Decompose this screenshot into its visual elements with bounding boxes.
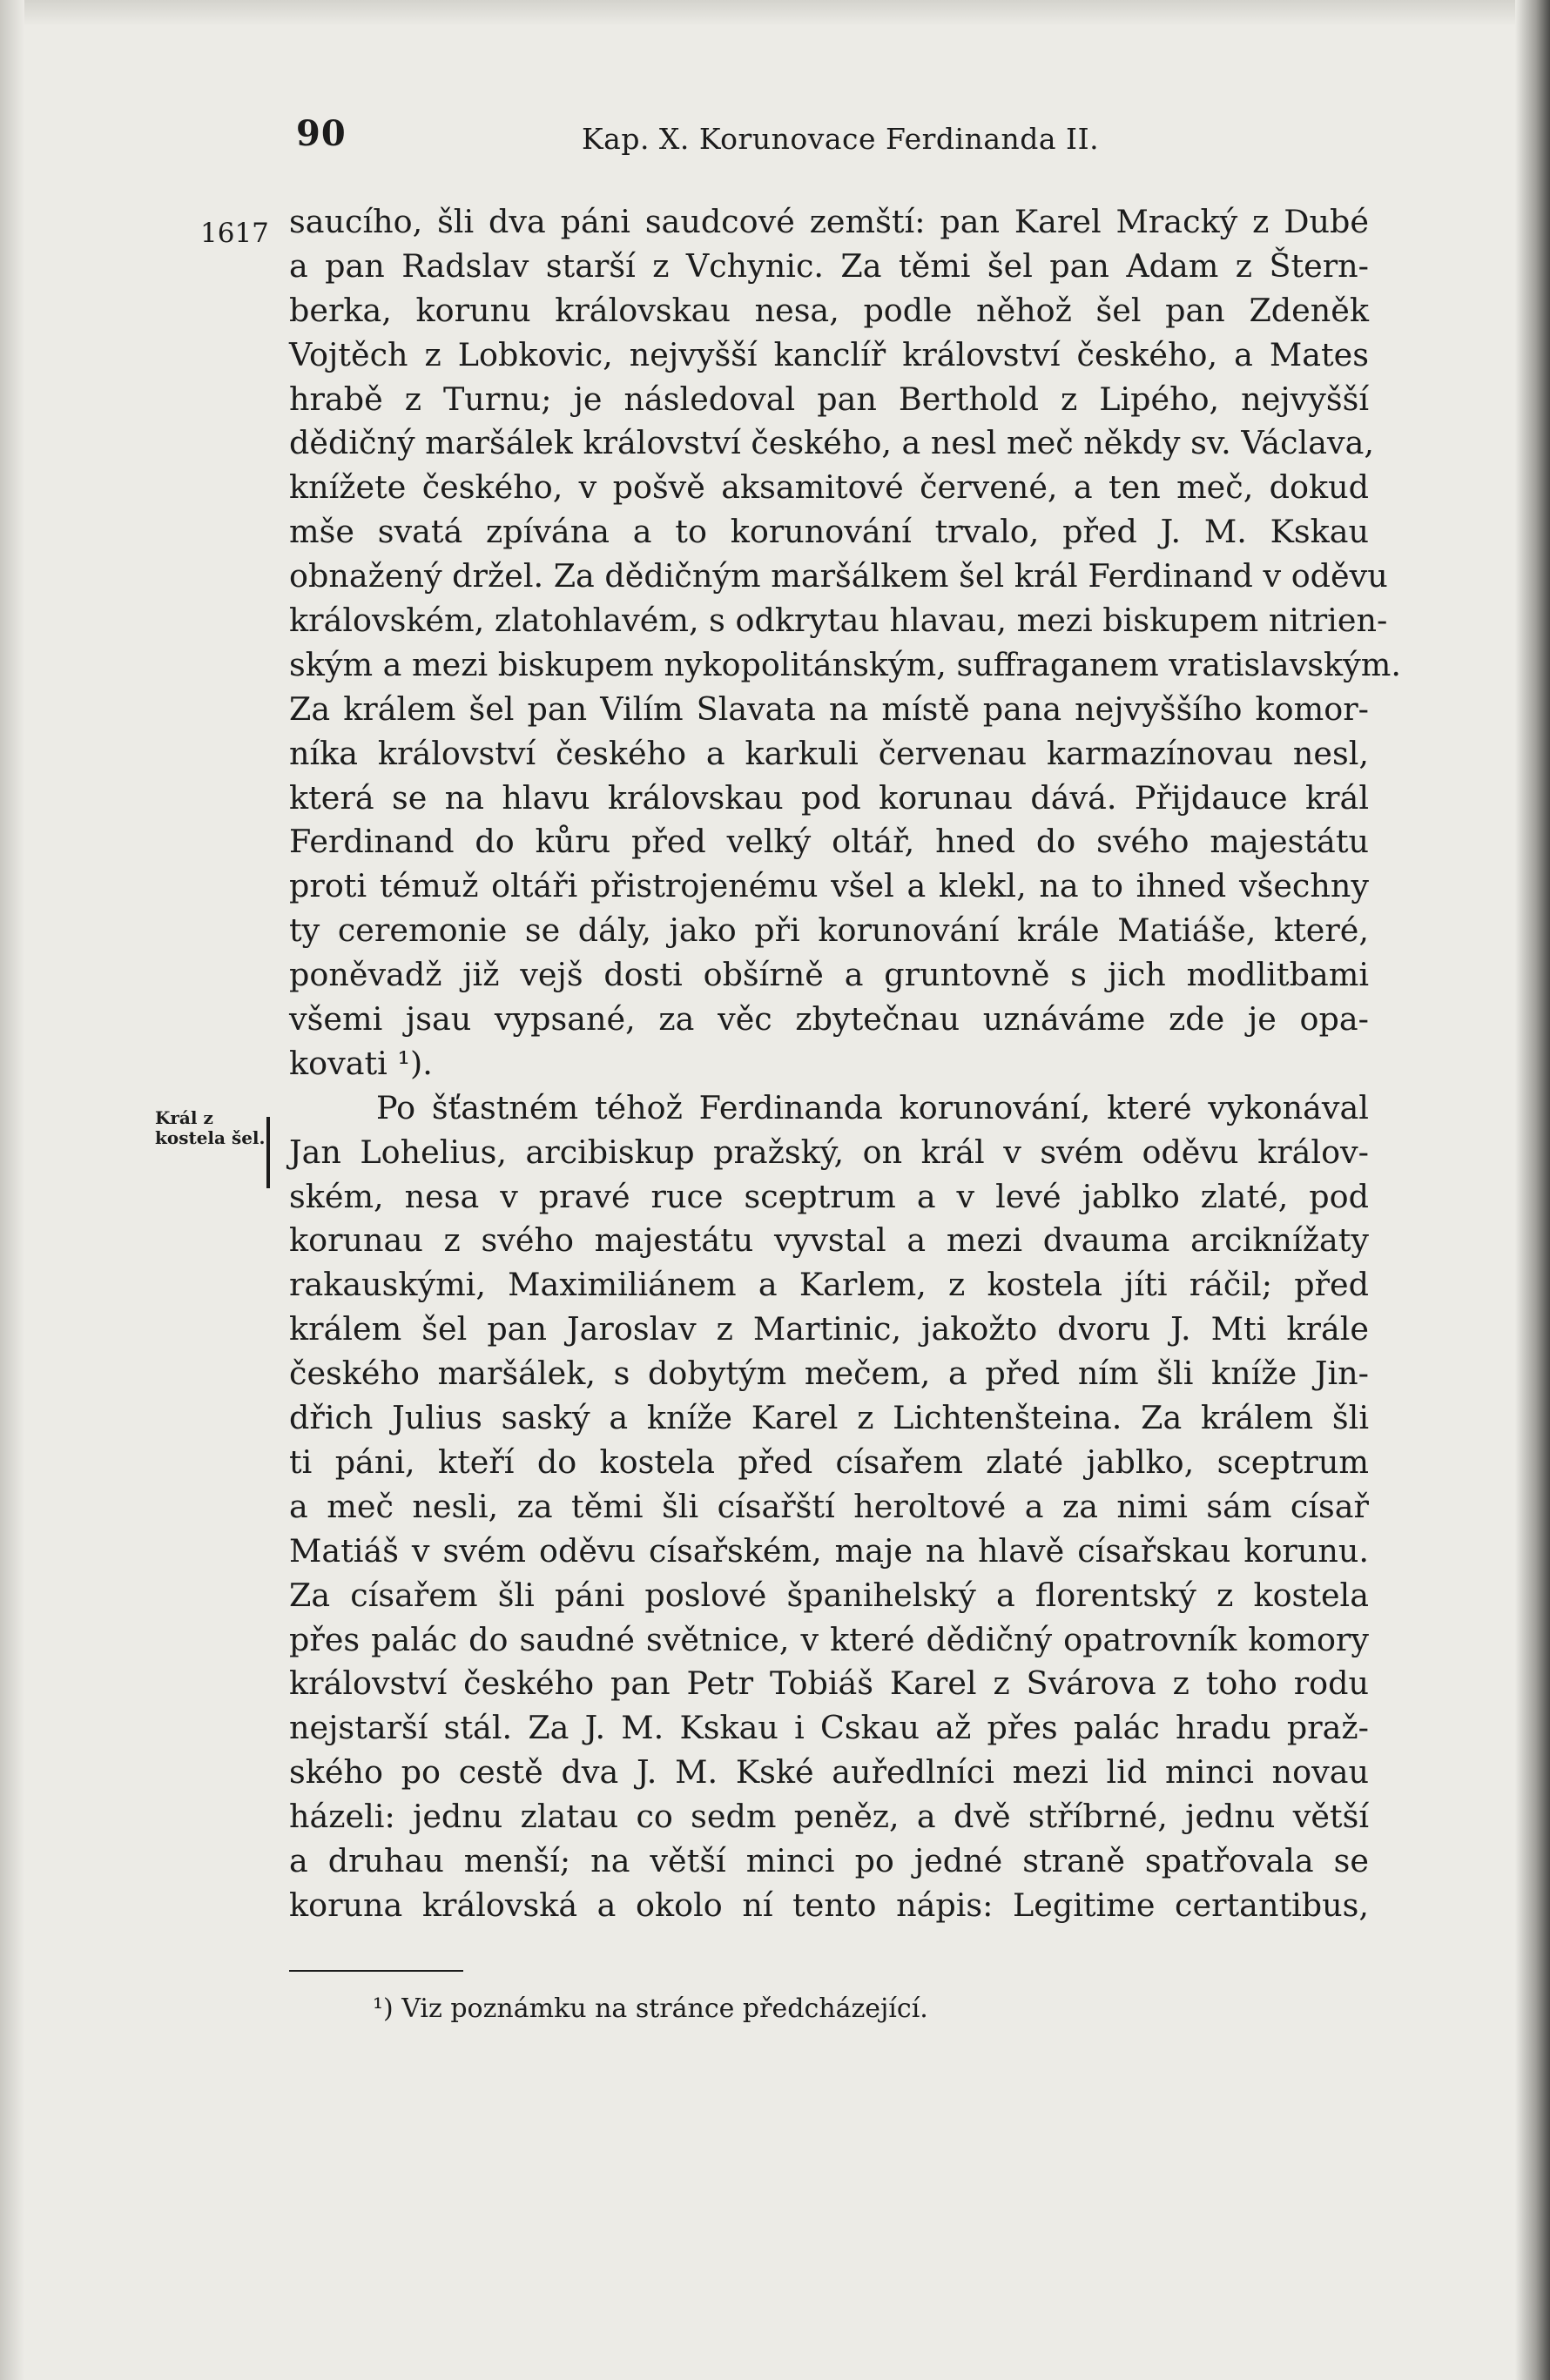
text-line: královském, zlatohlavém, s odkrytau hlavau, mezi biskupem nitrien- <box>289 602 1388 640</box>
scan-edge-left <box>0 0 24 2380</box>
text-line: berka, korunu královskau nesa, podle něhož šel pan Zdeněk <box>289 291 1369 329</box>
margin-side-note: Král z kostela šel. <box>155 1107 266 1148</box>
text-line: proti témuž oltáři přistrojenému všel a klekl, na to ihned všechny <box>289 867 1369 905</box>
text-line: obnažený držel. Za dědičným maršálkem šel král Ferdinand v oděvu <box>289 557 1388 595</box>
text-line: házeli: jednu zlatau co sedm peněz, a dvě stříbrné, jednu větší <box>289 1798 1369 1836</box>
margin-year: 1617 <box>200 218 269 249</box>
text-line: a meč nesli, za těmi šli císařští heroltové a za nimi sám císař <box>289 1487 1369 1525</box>
page-number: 90 <box>296 113 347 154</box>
text-line: Ferdinand do kůru před velký oltář, hned do svého majestátu <box>289 823 1369 861</box>
text-line: Po šťastném téhož Ferdinanda korunování, které vykonával <box>376 1088 1369 1126</box>
text-line: kovati ¹). <box>289 1044 433 1082</box>
text-line: ty ceremonie se dály, jako při korunování krále Matiáše, které, <box>289 911 1369 950</box>
text-line: a pan Radslav starší z Vchynic. Za těmi šel pan Adam z Štern- <box>289 246 1369 285</box>
text-line: králem šel pan Jaroslav z Martinic, jakožto dvoru J. Mti krále <box>289 1310 1369 1348</box>
text-line: níka království českého a karkuli červenau karmazínovau nesl, <box>289 734 1369 772</box>
scan-edge-top <box>0 0 1550 26</box>
text-line: korunau z svého majestátu vyvstal a mezi dvauma arciknížaty <box>289 1221 1369 1260</box>
running-head: Kap. X. Korunovace Ferdinanda II. <box>582 122 1100 156</box>
text-line: Matiáš v svém oděvu císařském, maje na hlavě císařskau korunu. <box>289 1531 1369 1570</box>
text-line: přes palác do saudné světnice, v které dědičný opatrovník komory <box>289 1620 1369 1658</box>
text-line: a druhau menší; na větší minci po jedné straně spatřovala se <box>289 1841 1369 1879</box>
text-line: dřich Julius saský a kníže Karel z Lichtenšteina. Za králem šli <box>289 1399 1369 1437</box>
side-note-bracket <box>266 1117 270 1188</box>
text-line: ského po cestě dva J. M. Kské auředlníci mezi lid minci novau <box>289 1753 1369 1792</box>
text-line: koruna královská a okolo ní tento nápis: Legitime certantibus, <box>289 1886 1369 1924</box>
text-line: Za císařem šli páni poslové španihelský a florentský z kostela <box>289 1576 1369 1614</box>
text-line: poněvadž již vejš dosti obšírně a gruntovně s jich modlitbami <box>289 956 1369 994</box>
body-text <box>289 200 1401 1928</box>
text-line: knížete českého, v pošvě aksamitové červené, a ten meč, dokud <box>289 468 1369 507</box>
scan-edge-right <box>1515 0 1550 2380</box>
text-line: dědičný maršálek království českého, a nesl meč někdy sv. Václava, <box>289 424 1374 462</box>
text-line: rakauskými, Maximiliánem a Karlem, z kostela jíti ráčil; před <box>289 1266 1369 1304</box>
footnote: ¹) Viz poznámku na stránce předcházející. <box>373 1993 928 2024</box>
text-line: nejstarší stál. Za J. M. Kskau i Cskau až přes palác hradu praž- <box>289 1709 1369 1747</box>
text-line: Za králem šel pan Vilím Slavata na místě pana nejvyššího komor- <box>289 689 1369 728</box>
text-line: Vojtěch z Lobkovic, nejvyšší kanclíř království českého, a Mates <box>289 335 1369 373</box>
text-line: všemi jsau vypsané, za věc zbytečnau uznáváme zde je opa- <box>289 1000 1369 1039</box>
text-line: ti páni, kteří do kostela před císařem zlaté jablko, sceptrum <box>289 1442 1369 1481</box>
text-line: hrabě z Turnu; je následoval pan Berthold z Lipého, nejvyšší <box>289 380 1369 418</box>
text-line: mše svatá zpívána a to korunování trvalo, před J. M. Kskau <box>289 513 1369 551</box>
footnote-rule <box>289 1970 463 1972</box>
text-line: ském, nesa v pravé ruce sceptrum a v levé jablko zlaté, pod <box>289 1177 1369 1215</box>
text-line: českého maršálek, s dobytým mečem, a před ním šli kníže Jin- <box>289 1355 1369 1393</box>
text-line: Jan Lohelius, arcibiskup pražský, on král v svém oděvu králov- <box>289 1133 1369 1171</box>
text-line: ským a mezi biskupem nykopolitánským, suffraganem vratislavským. <box>289 645 1401 683</box>
text-line: která se na hlavu královskau pod korunau dává. Přijdauce král <box>289 778 1369 817</box>
text-line: saucího, šli dva páni saudcové zemští: pan Karel Mracký z Dubé <box>289 203 1369 240</box>
text-line: království českého pan Petr Tobiáš Karel z Svárova z toho rodu <box>289 1664 1369 1703</box>
